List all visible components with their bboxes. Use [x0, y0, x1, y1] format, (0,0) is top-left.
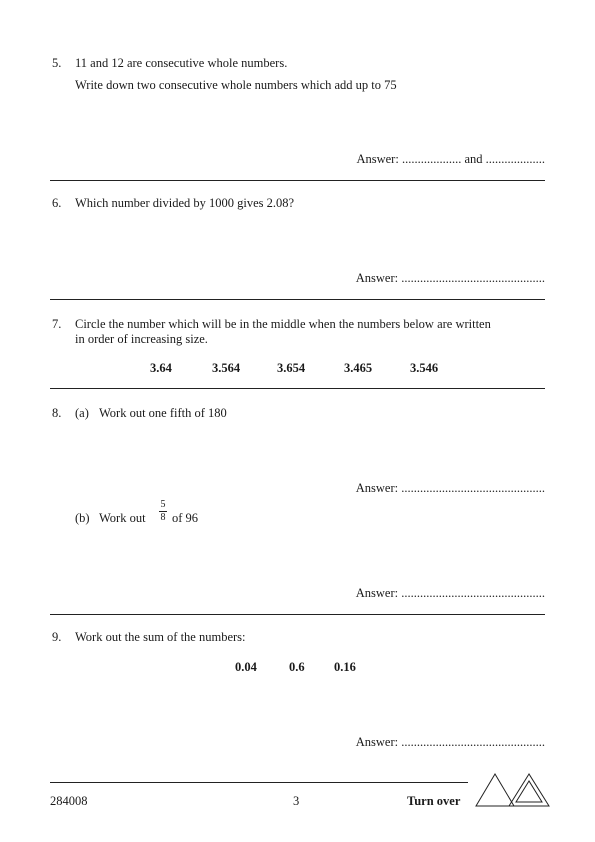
question-6-answer-line: Answer: .............................................. [355, 271, 545, 285]
turn-over-label: Turn over [407, 794, 461, 808]
question-8b-answer-line: Answer: .............................................. [355, 586, 545, 600]
question-5-answer-line: Answer: ................... and ................... [356, 152, 545, 166]
question-9-value: 0.6 [289, 660, 305, 674]
fraction-denominator: 8 [160, 512, 166, 523]
divider-rule [50, 388, 545, 389]
question-7-option[interactable]: 3.465 [344, 361, 373, 375]
triangle-logo-icon [474, 772, 552, 810]
question-8a-answer-line: Answer: .............................................. [355, 481, 545, 495]
question-5-number: 5. [52, 56, 62, 70]
question-5-line-1: 11 and 12 are consecutive whole numbers. [75, 56, 288, 70]
footer-rule [50, 782, 468, 783]
question-7-line-2: in order of increasing size. [75, 332, 208, 346]
question-6-text: Which number divided by 1000 gives 2.08? [75, 196, 295, 210]
question-8b-text-post: of 96 [172, 511, 199, 525]
page-number: 3 [293, 794, 300, 808]
divider-rule [50, 180, 545, 181]
question-9-number: 9. [52, 630, 62, 644]
question-7-number: 7. [52, 317, 62, 331]
question-7-option[interactable]: 3.546 [410, 361, 439, 375]
paper-code: 284008 [50, 794, 88, 808]
question-8a-text: Work out one fifth of 180 [99, 406, 227, 420]
question-9-value: 0.04 [235, 660, 257, 674]
question-7-option[interactable]: 3.564 [212, 361, 241, 375]
question-9-value: 0.16 [334, 660, 356, 674]
question-9-text: Work out the sum of the numbers: [75, 630, 246, 644]
question-7-line-1: Circle the number which will be in the middle when the numbers below are written [75, 317, 491, 331]
fraction-numerator: 5 [160, 499, 166, 510]
question-8-number: 8. [52, 406, 62, 420]
question-5-line-2: Write down two consecutive whole numbers which add up to 75 [75, 78, 397, 92]
question-9-answer-line: Answer: .............................................. [355, 735, 545, 749]
question-7-option[interactable]: 3.64 [150, 361, 172, 375]
question-6-number: 6. [52, 196, 62, 210]
divider-rule [50, 614, 545, 615]
divider-rule [50, 299, 545, 300]
question-8a-label: (a) [75, 406, 89, 420]
question-8b-label: (b) [75, 511, 90, 525]
question-8b-text-pre: Work out [99, 511, 146, 525]
question-7-option[interactable]: 3.654 [277, 361, 306, 375]
fraction [159, 500, 167, 523]
